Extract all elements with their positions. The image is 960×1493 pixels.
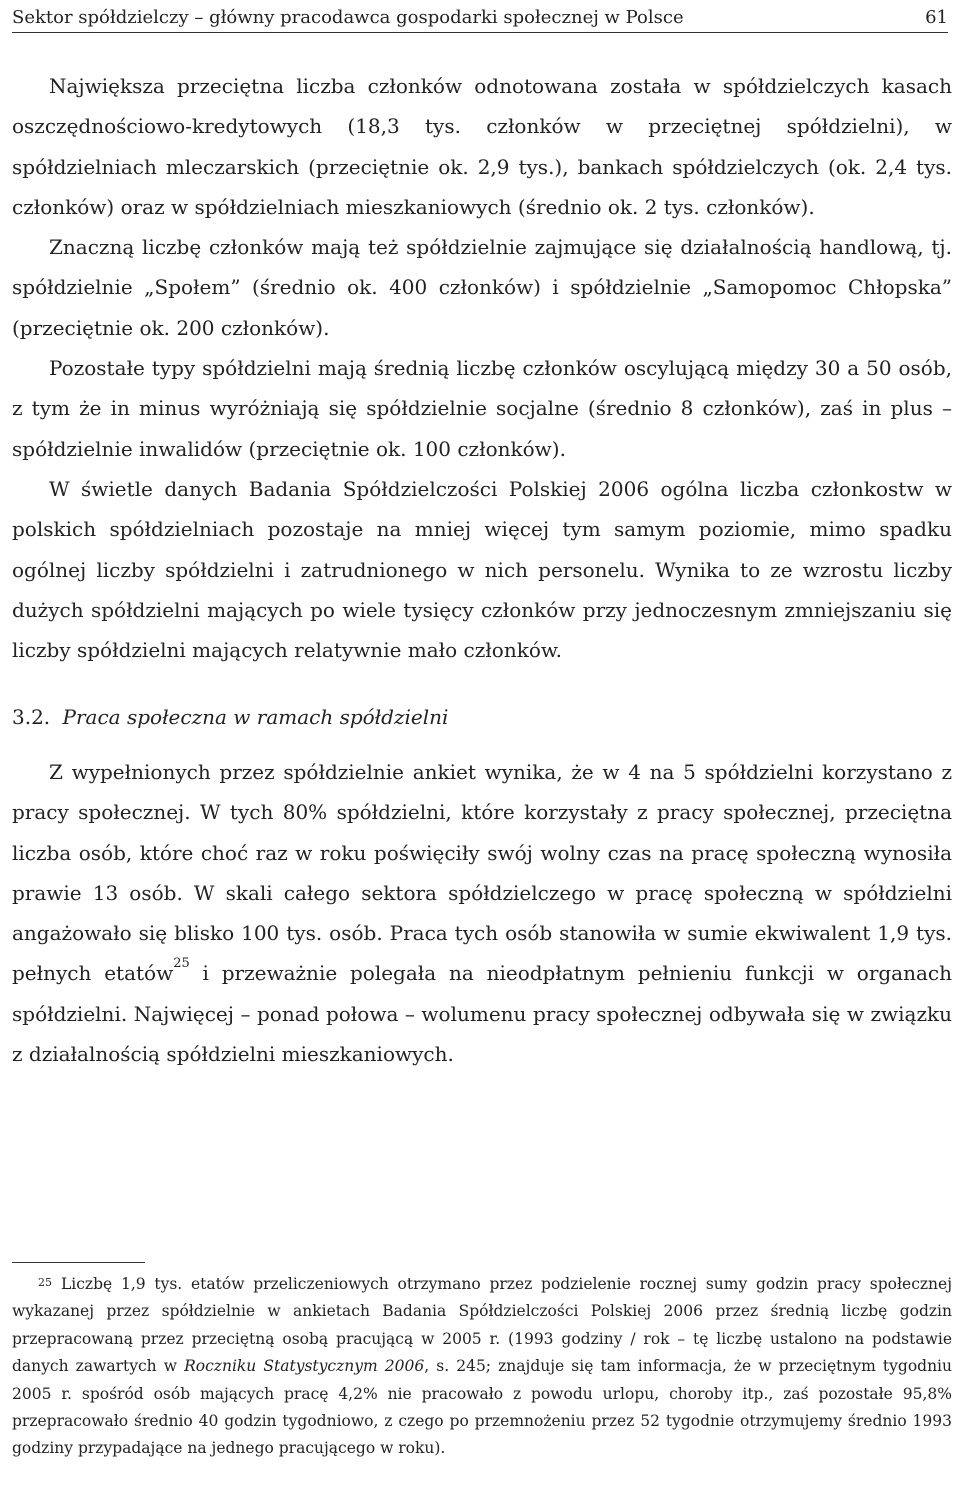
paragraph-text: Z wypełnionych przez spółdzielnie ankiet wynika, że w 4 na 5 spółdzielni korzystano z pracy społecznej. W tych 80% spółdzielni, które korzystały z pracy społecznej, przeciętna liczba osób, które choć raz w roku poświęciły swój wolny czas na pracę społeczną wynosiła prawie 13 osób. W skali całego sektora spółdzielczego w pracę społeczną w spółdzielni angażowało się blisko 100 tys. osób. Praca tych osób stanowiła w sumie ekwiwalent 1,9 tys. pełnych etatów: [12, 760, 952, 986]
footnote-separator: [12, 1262, 145, 1263]
page-number: 61: [925, 7, 948, 28]
footnote: [12, 1271, 952, 1463]
body-text: [12, 66, 952, 670]
paragraph: W świetle danych Badania Spółdzielczości Polskiej 2006 ogólna liczba członkostw w polskich spółdzielniach pozostaje na mniej więcej tym samym poziomie, mimo spadku ogólnej liczby spółdzielni i zatrudnionego w nich personelu. Wynika to ze wzrostu liczby dużych spółdzielni mających po wiele tysięcy członków przy jednoczesnym zmniejszaniu się liczby spółdzielni mających relatywnie mało członków.: [12, 476, 952, 663]
paragraph: [12, 752, 952, 1074]
section-heading: [12, 697, 448, 737]
running-header-title: Sektor spółdzielczy – główny pracodawca gospodarki społecznej w Polsce: [12, 7, 684, 28]
footnote-reference[interactable]: 25: [173, 956, 190, 972]
footnote-text-part: , s. 245; znajduje się tam informacja, że w przeciętnym tygodniu 2005 r. spośród osób mających pracę 4,2% nie pracowało z powodu urlopu, choroby itp., zaś pozostałe 95,8% przepracowało średnio 40 godzin tygodniowo, z czego po przemnożeniu przez 52 tygodnie otrzymujemy średnio 1993 godziny przypadające na jednego pracującego w roku).: [12, 1357, 952, 1458]
footnote-citation: Roczniku Statystycznym 2006: [184, 1357, 425, 1376]
paragraph-text: i przeważnie polegała na nieodpłatnym pełnieniu funkcji w organach spółdzielni. Najwięcej – ponad połowa – wolumenu pracy społecznej odbywała się w związku z działalnością spółdzielni mieszkaniowych.: [12, 961, 952, 1067]
section-title: Praca społeczna w ramach spółdzielni: [62, 705, 449, 729]
footnote-text-part: Liczbę 1,9 tys. etatów przeliczeniowych otrzymano przez podzielenie rocznej sumy godzin pracy społecznej wykazanej przez spółdzielnie w ankietach Badania Spółdzielczości Polskiej 2006 przez średnią liczbę godzin przepracowaną przez przeciętną osobą pracującą w 2005 r. (1993 godziny / rok – tę liczbę ustalono na podstawie danych zawartych w: [12, 1275, 952, 1376]
running-header: [12, 4, 948, 33]
section-body: [12, 752, 952, 1074]
footnote-number: 25: [38, 1276, 52, 1289]
section-number: 3.2.: [12, 705, 51, 729]
paragraph: Największa przeciętna liczba członków odnotowana została w spółdzielczych kasach oszczędnościowo-kredytowych (18,3 tys. członków w przeciętnej spółdzielni), w spółdzielniach mleczarskich (przeciętnie ok. 2,9 tys.), bankach spółdzielczych (ok. 2,4 tys. członków) oraz w spółdzielniach mieszkaniowych (średnio ok. 2 tys. członków).: [12, 74, 952, 219]
paragraph: Pozostałe typy spółdzielni mają średnią liczbę członków oscylującą między 30 a 50 osób, z tym że in minus wyróżniają się spółdzielnie socjalne (średnio 8 członków), zaś in plus – spółdzielnie inwalidów (przeciętnie ok. 100 członków).: [12, 356, 952, 461]
footnote-text: [12, 1271, 952, 1463]
paragraph: Znaczną liczbę członków mają też spółdzielnie zajmujące się działalnością handlową, tj. spółdzielnie „Społem” (średnio ok. 400 członków) i spółdzielnie „Samopomoc Chłopska” (przeciętnie ok. 200 członków).: [12, 235, 952, 340]
